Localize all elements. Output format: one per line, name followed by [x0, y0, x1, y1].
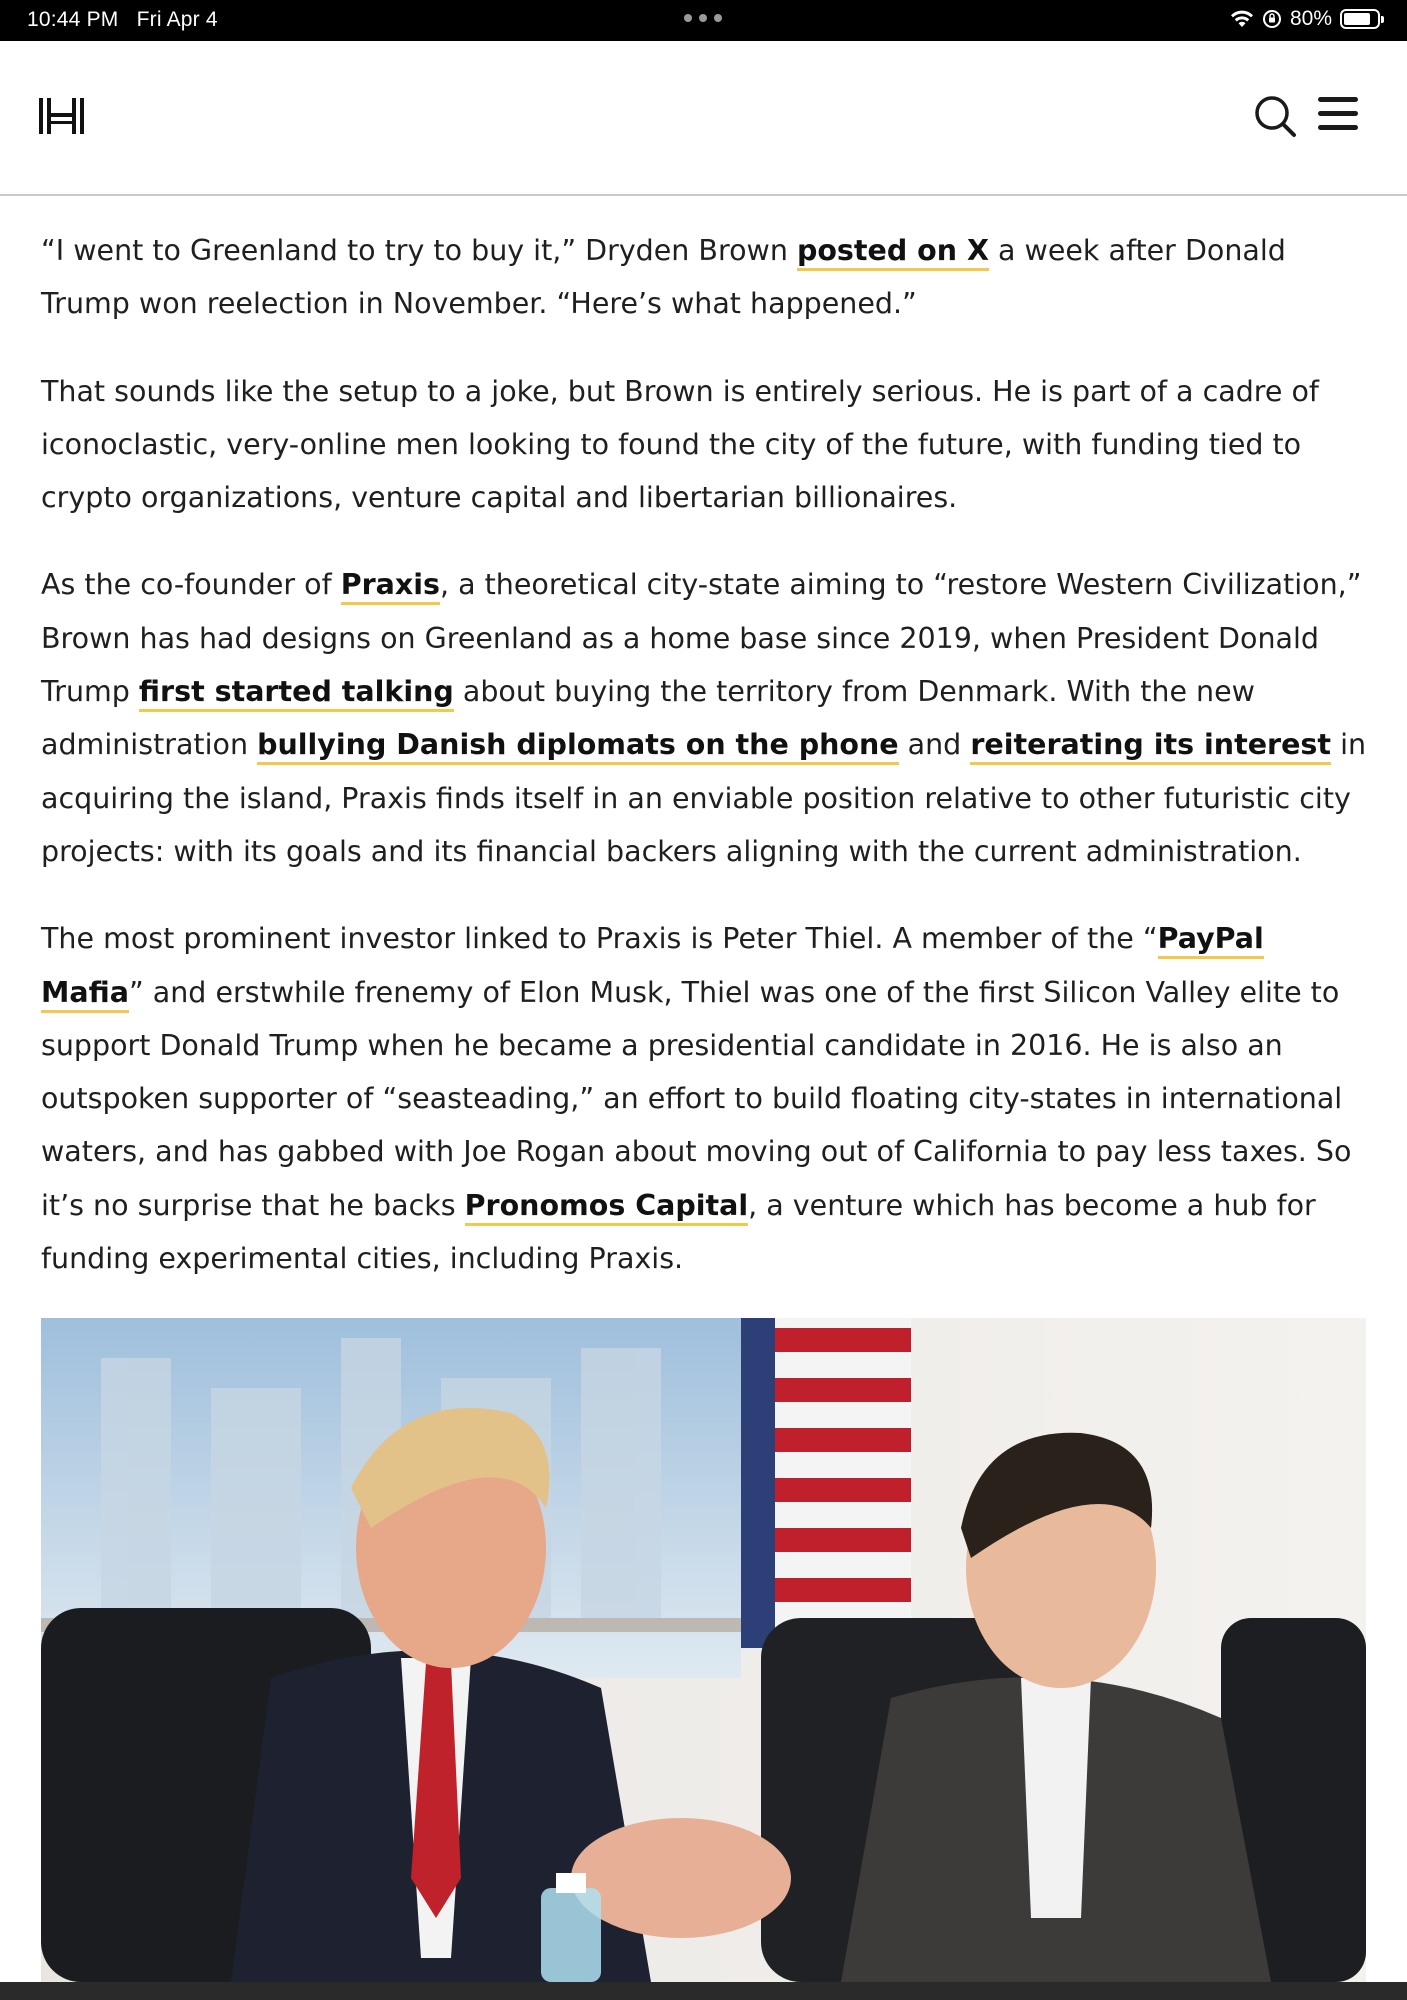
- battery-fill: [1344, 13, 1370, 25]
- paragraph-text: The most prominent investor linked to Praxis is Peter Thiel. A member of the “: [41, 922, 1158, 956]
- article-paragraph-4: [41, 912, 1371, 1285]
- status-date-text: Fri Apr 4: [136, 8, 218, 31]
- article-body: [41, 224, 1371, 1319]
- paragraph-text: As the co-founder of: [41, 568, 341, 602]
- search-icon[interactable]: [1253, 94, 1297, 138]
- paragraph-text: a week after Donald Trump won reelection in November. “Here’s what happened.”: [41, 234, 1286, 321]
- link-first-started-talking[interactable]: first started talking: [139, 675, 454, 712]
- site-header: [0, 41, 1407, 196]
- article-photo: [41, 1318, 1366, 1982]
- paragraph-text: , a venture which has become a hub for funding experimental cities, including Praxis.: [41, 1188, 1316, 1276]
- paragraph-text: and: [898, 728, 971, 762]
- link-pronomos-capital[interactable]: Pronomos Capital: [465, 1189, 749, 1226]
- article-paragraph-2: [41, 365, 1371, 525]
- site-logo[interactable]: [38, 97, 86, 135]
- wifi-icon: [1230, 9, 1254, 29]
- paragraph-text: about buying the territory from Denmark. With the new administration: [41, 675, 1255, 762]
- article-paragraph-3: [41, 558, 1371, 878]
- status-time-text: 10:44 PM: [27, 8, 119, 31]
- link-bullying-danish-diplomats[interactable]: bullying Danish diplomats on the phone: [257, 728, 899, 765]
- multitasking-dots-icon[interactable]: [684, 14, 722, 22]
- paragraph-text: in acquiring the island, Praxis finds itself in an enviable position relative to other futuristic city projects: with its goals and its financial backers aligning with the current administration.: [41, 728, 1367, 868]
- paragraph-text: , a theoretical city-state aiming to “restore Western Civilization,” Brown has had designs on Greenland as a home base since 2019, when President Donald Trump: [41, 568, 1362, 709]
- link-posted-on-x[interactable]: posted on X: [797, 234, 989, 271]
- paragraph-text: ” and erstwhile frenemy of Elon Musk, Thiel was one of the first Silicon Valley elite to support Donald Trump when he became a presidential candidate in 2016. He is also an outspoken supporter of “seasteading,” an effort to build floating city-states in international waters, and has gabbed with Joe Rogan about moving out of California to pay less taxes. So it’s no surprise that he backs: [41, 975, 1352, 1222]
- hamburger-menu-icon[interactable]: [1316, 94, 1360, 134]
- bottom-edge-bar: [0, 1982, 1407, 2000]
- link-reiterating-its-interest[interactable]: reiterating its interest: [970, 728, 1331, 765]
- paragraph-text: “I went to Greenland to try to buy it,” Dryden Brown: [41, 234, 797, 267]
- battery-percent: 80%: [1289, 7, 1332, 30]
- battery-icon: [1340, 9, 1380, 29]
- paragraph-text: That sounds like the setup to a joke, but Brown is entirely serious. He is part of a cadre of iconoclastic, very-online men looking to found the city of the future, with funding tied to crypto organizations, venture capital and libertarian billionaires.: [41, 374, 1319, 515]
- article-paragraph-1: [41, 224, 1371, 331]
- link-paypal-mafia[interactable]: PayPal Mafia: [41, 922, 1264, 1012]
- link-praxis[interactable]: Praxis: [341, 568, 440, 605]
- status-bar: [0, 0, 1407, 41]
- status-right-group: [1230, 7, 1380, 31]
- orientation-lock-icon: [1262, 9, 1282, 29]
- status-time: [27, 8, 218, 32]
